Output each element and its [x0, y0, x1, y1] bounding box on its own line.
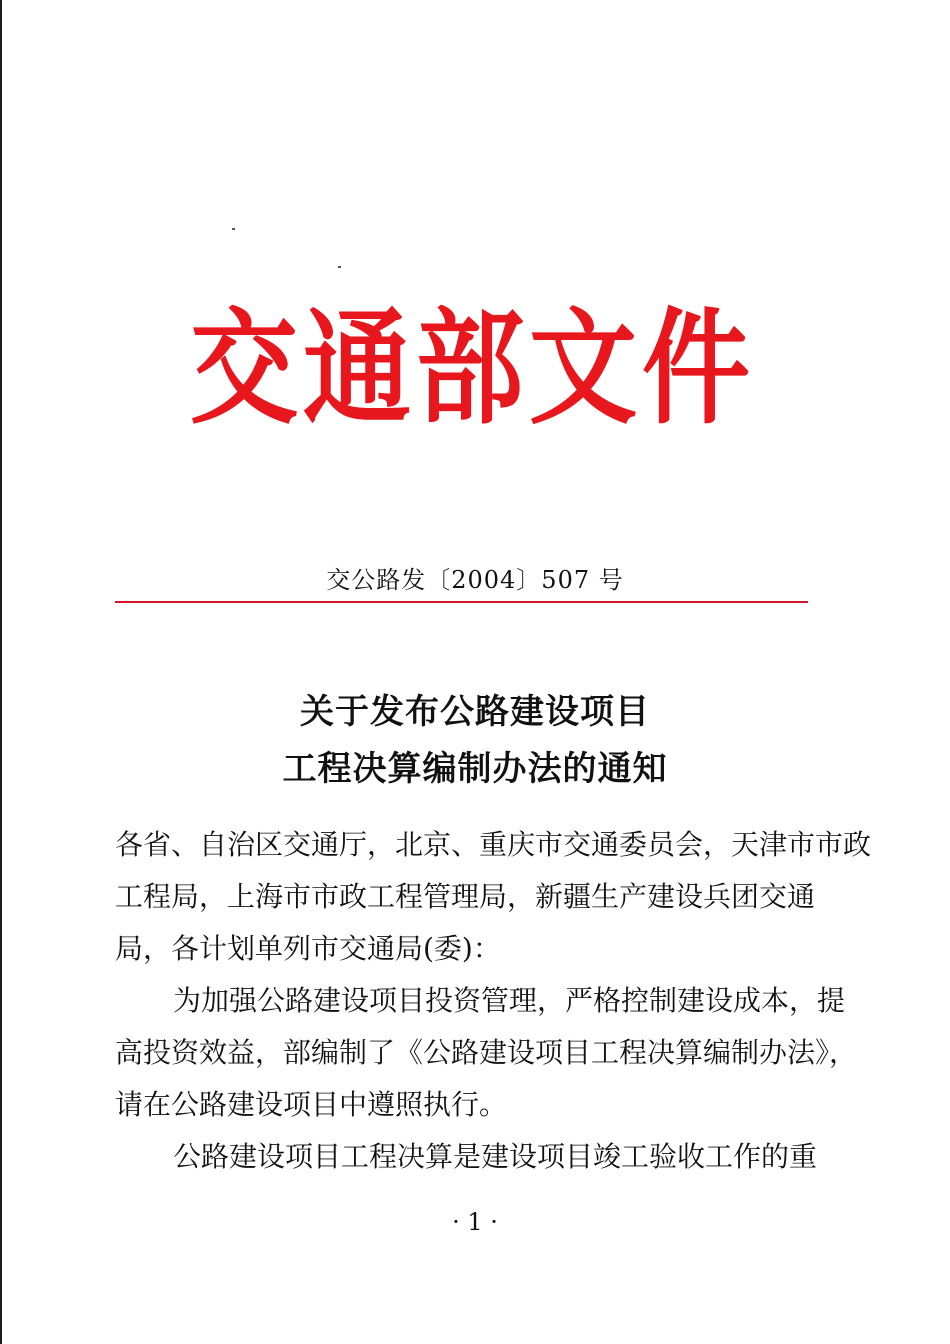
- scan-speck: [232, 228, 235, 230]
- page-number: · 1 ·: [452, 1208, 498, 1236]
- body-line-paragraph-2: 公路建设项目工程决算是建设项目竣工验收工作的重: [173, 1140, 818, 1173]
- body-line-addressees: 工程局，上海市市政工程管理局，新疆生产建设兵团交通: [115, 880, 816, 913]
- page-edge: [0, 0, 2, 1344]
- masthead-char: 件: [641, 297, 750, 442]
- masthead-char: 交: [190, 297, 299, 442]
- document-title-line-2: 工程决算编制办法的通知: [282, 749, 668, 789]
- masthead-char: 文: [528, 297, 637, 442]
- body-line-paragraph-1: 为加强公路建设项目投资管理，严格控制建设成本，提: [173, 984, 846, 1017]
- masthead: [190, 297, 750, 442]
- body-line-paragraph-1: 高投资效益，部编制了《公路建设项目工程决算编制办法》，: [115, 1036, 858, 1069]
- body-line-paragraph-1: 请在公路建设项目中遵照执行。: [115, 1088, 508, 1121]
- masthead-char: 通: [302, 297, 411, 442]
- red-separator-line: [115, 601, 808, 603]
- masthead-char: 部: [415, 297, 524, 442]
- body-line-addressees: 局，各计划单列市交通局(委)：: [115, 932, 501, 965]
- document-title-line-1: 关于发布公路建设项目: [300, 692, 650, 732]
- scan-speck: [338, 266, 341, 268]
- body-line-addressees: 各省、自治区交通厅，北京、重庆市交通委员会，天津市市政: [115, 828, 872, 861]
- document-number: 交公路发〔2004〕507 号: [326, 566, 624, 594]
